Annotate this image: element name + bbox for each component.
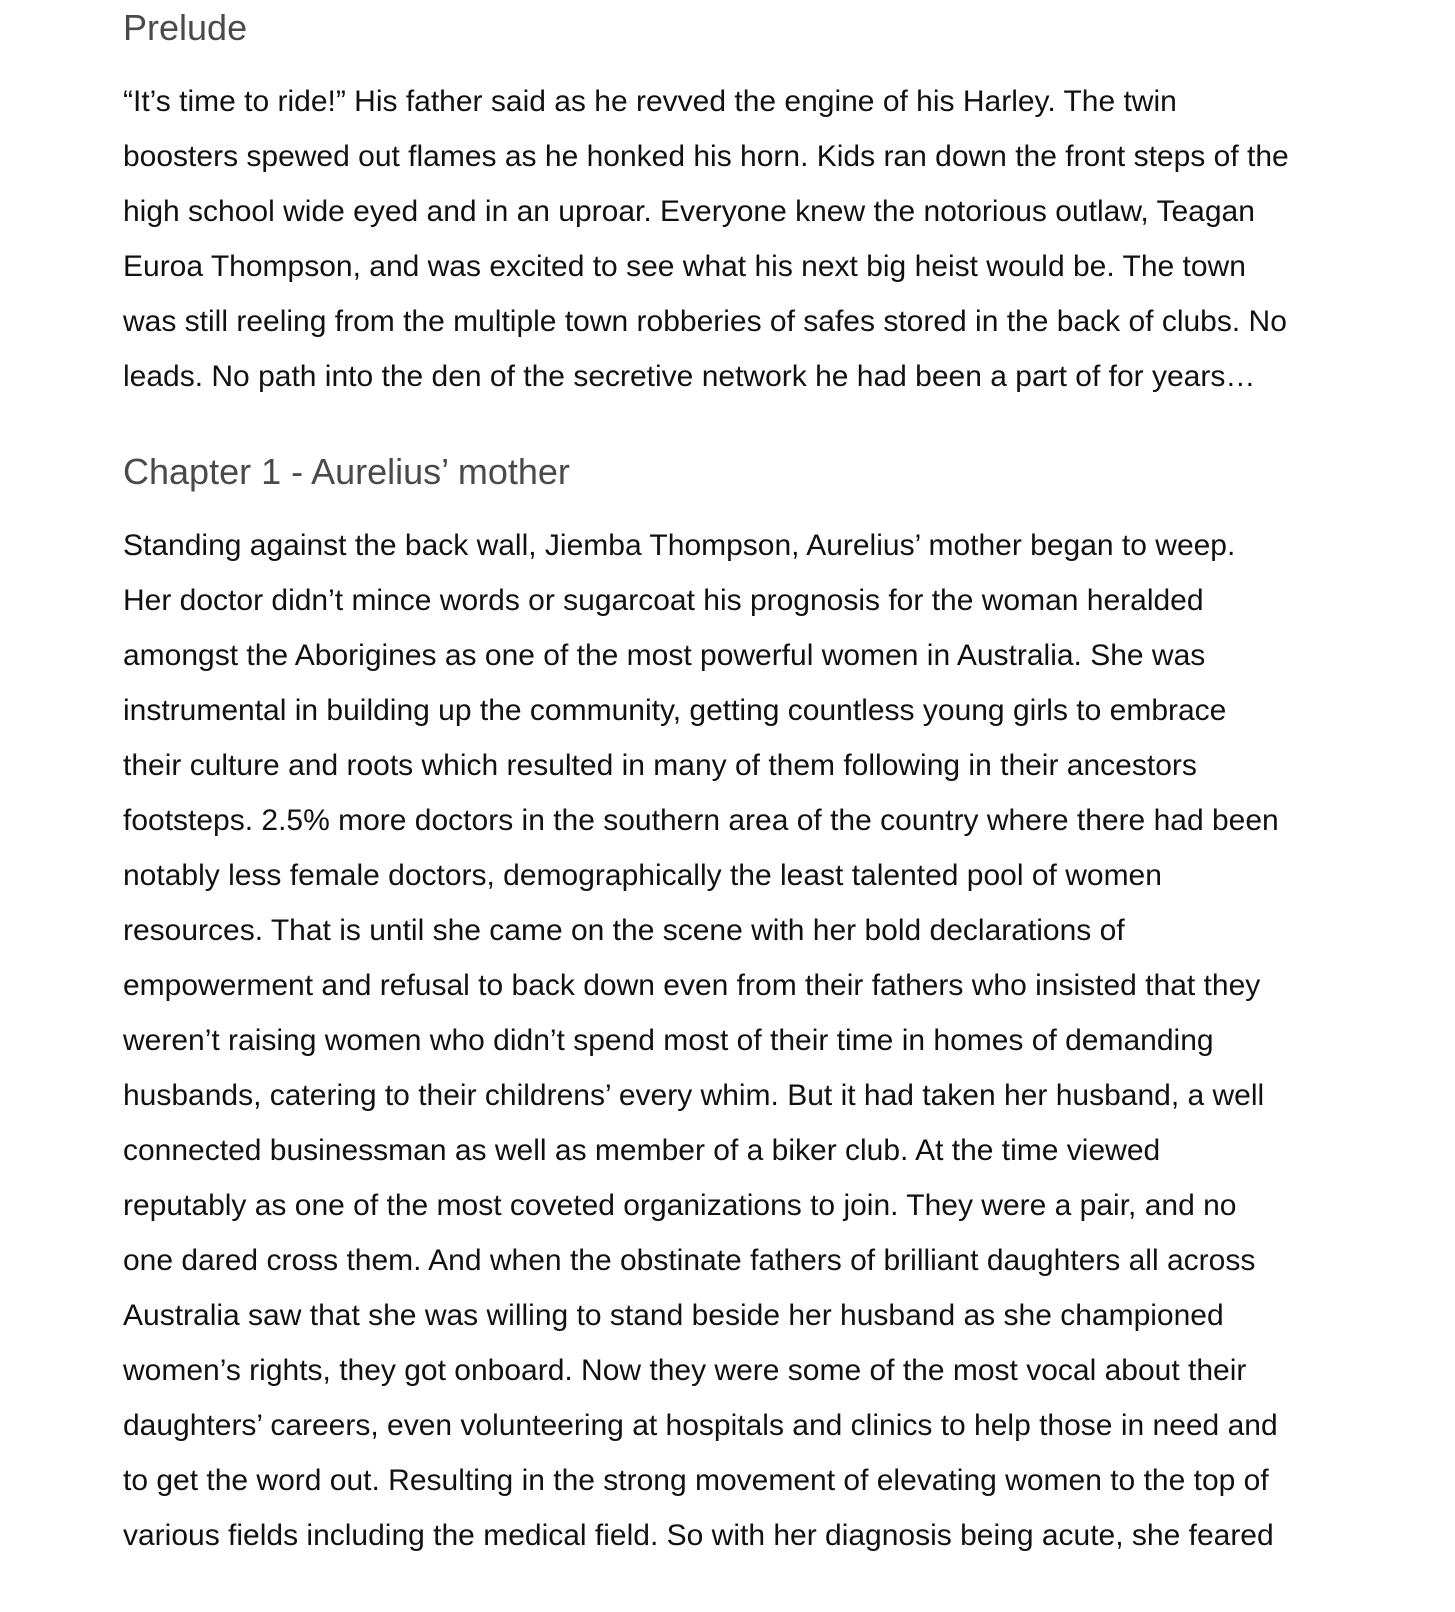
text-line: Euroa Thompson, and was excited to see what his next big heist would be. The town	[123, 250, 1246, 283]
text-line: high school wide eyed and in an uproar. Everyone knew the notorious outlaw, Teagan	[123, 195, 1255, 228]
prelude-paragraph	[123, 74, 1353, 404]
text-line: reputably as one of the most coveted organizations to join. They were a pair, and no	[123, 1189, 1237, 1222]
text-line: connected businessman as well as member of a biker club. At the time viewed	[123, 1134, 1161, 1167]
text-line: leads. No path into the den of the secretive network he had been a part of for years…	[123, 360, 1256, 393]
document-page	[123, 0, 1353, 1563]
text-line: one dared cross them. And when the obstinate fathers of brilliant daughters all across	[123, 1244, 1256, 1277]
text-line: resources. That is until she came on the scene with her bold declarations of	[123, 914, 1125, 947]
prelude-heading: Prelude	[123, 7, 248, 48]
chapter-1-heading: Chapter 1 - Aurelius’ mother	[123, 451, 570, 492]
text-line: various fields including the medical field. So with her diagnosis being acute, she feared	[123, 1519, 1274, 1552]
text-line: weren’t raising women who didn’t spend most of their time in homes of demanding	[123, 1024, 1214, 1057]
text-line: women’s rights, they got onboard. Now they were some of the most vocal about their	[123, 1354, 1247, 1387]
text-line: Australia saw that she was willing to stand beside her husband as she championed	[123, 1299, 1224, 1332]
text-line: was still reeling from the multiple town robberies of safes stored in the back of clubs. No	[123, 305, 1287, 338]
text-line: boosters spewed out flames as he honked his horn. Kids ran down the front steps of the	[123, 140, 1289, 173]
text-line: instrumental in building up the community, getting countless young girls to embrace	[123, 694, 1227, 727]
text-line: empowerment and refusal to back down even from their fathers who insisted that they	[123, 969, 1261, 1002]
chapter-1-paragraph	[123, 518, 1353, 1563]
text-line: Standing against the back wall, Jiemba Thompson, Aurelius’ mother began to weep.	[123, 529, 1236, 562]
text-line: “It’s time to ride!” His father said as he revved the engine of his Harley. The twin	[123, 85, 1177, 118]
text-line: their culture and roots which resulted in many of them following in their ancestors	[123, 749, 1197, 782]
text-line: husbands, catering to their childrens’ every whim. But it had taken her husband, a well	[123, 1079, 1265, 1112]
text-line: to get the word out. Resulting in the strong movement of elevating women to the top of	[123, 1464, 1269, 1497]
text-line: notably less female doctors, demographically the least talented pool of women	[123, 859, 1162, 892]
text-line: daughters’ careers, even volunteering at hospitals and clinics to help those in need and	[123, 1409, 1278, 1442]
text-line: Her doctor didn’t mince words or sugarcoat his prognosis for the woman heralded	[123, 584, 1204, 617]
text-line: footsteps. 2.5% more doctors in the southern area of the country where there had been	[123, 804, 1279, 837]
text-line: amongst the Aborigines as one of the most powerful women in Australia. She was	[123, 639, 1206, 672]
